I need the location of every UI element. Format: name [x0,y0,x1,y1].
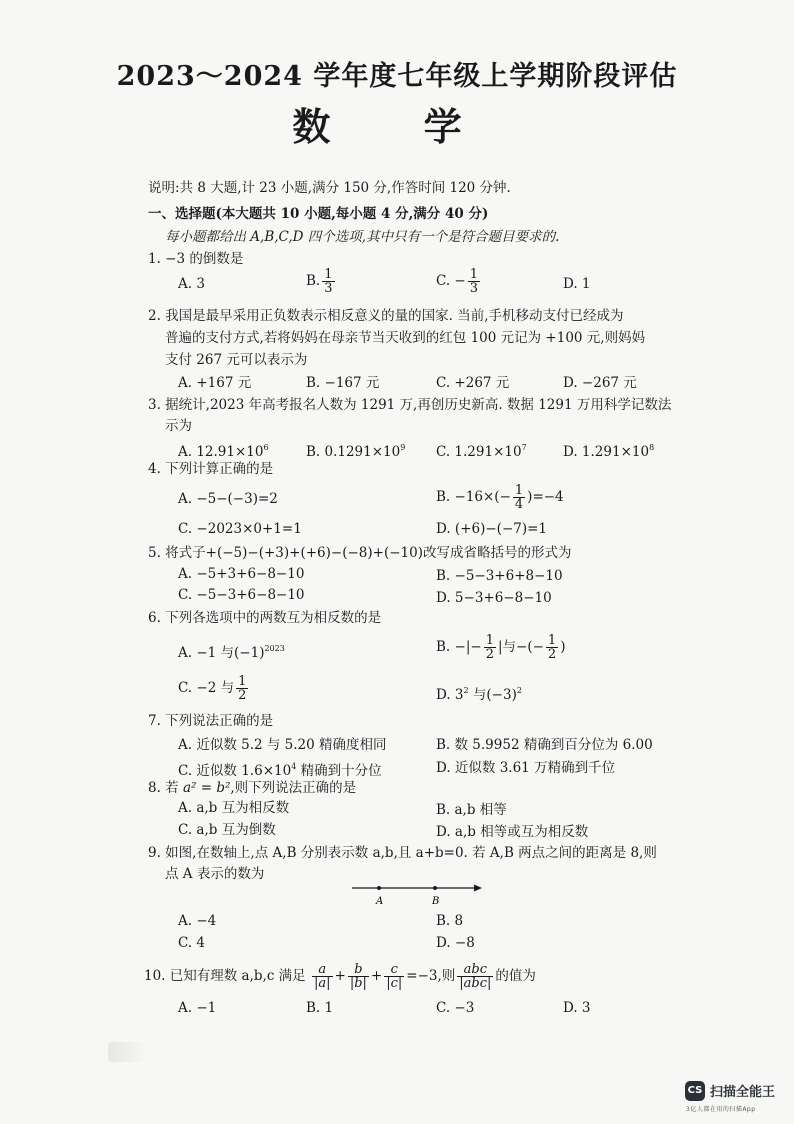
q4-option-a: A. −5−(−3)=2 [178,491,278,507]
q9-line2: 点 A 表示的数为 [165,866,265,882]
q7-option-c: C. 近似数 $1.6\times 10^4$ 精确到十分位 [178,762,382,779]
q10-option-a: A. −1 [178,1000,217,1016]
q3-option-c: C. $1.291\times 10^7$ [436,443,527,460]
q4-stem: 4. 下列计算正确的是 [148,461,274,477]
instructions: 说明:共 8 大题,计 23 小题,满分 150 分,作答时间 120 分钟. [148,180,511,196]
q10-stem: 10. 已知有理数 a,b,c 满足 $\frac{a}{|a|}$ + $\frac{b}{|b|}$ + $\frac{c}{|c|}$ =−3,则 $\frac{\text{abc}}{\text{|abc|}}$ 的值为 [144,962,536,991]
scanner-logo-icon: CS [685,1081,705,1101]
q7-option-a: A. 近似数 5.2 与 5.20 精确度相同 [178,737,387,753]
q5-option-b: B. −5−3+6+8−10 [436,568,563,584]
q10-option-b: B. 1 [306,1000,334,1016]
q2-option-b: B. −167 元 [306,375,380,391]
section-heading: 一、选择题(本大题共 10 小题,每小题 4 分,满分 40 分) [148,206,489,222]
q6-option-d: D. $3^2$ 与$(-3)^2$ [436,686,522,703]
q3-option-a: A. $12.91\times 10^6$ [178,443,269,460]
q1-stem: 1. −3 的倒数是 [148,251,244,267]
q7-option-b: B. 数 5.9952 精确到百分位为 6.00 [436,737,653,753]
q5-stem: 5. 将式子+(−5)−(+3)+(+6)−(−8)+(−10)改写成省略括号的形式为 [148,545,572,561]
q9-option-c: C. 4 [178,935,206,951]
q1-option-c: C. − $\frac{1}{3}$ [436,267,479,296]
q6-option-c: C. −2 与 $\frac{1}{2}$ [178,674,247,703]
q5-option-d: D. 5−3+6−8−10 [436,590,552,606]
q8-option-d: D. a,b 相等或互为相反数 [436,824,589,840]
q2-line1: 2. 我国是最早采用正负数表示相反意义的量的国家. 当前,手机移动支付已经成为 [148,308,624,324]
q8-stem: 8. 若 a² = b²,则下列说法正确的是 [148,780,357,796]
q4-option-d: D. (+6)−(−7)=1 [436,521,548,537]
scan-smudge [108,1042,148,1062]
q5-option-a: A. −5+3+6−8−10 [178,566,305,582]
q9-option-b: B. 8 [436,913,464,929]
q3-line2: 示为 [165,418,192,434]
scanner-app-name: 扫描全能王 [710,1085,776,1100]
q8-option-a: A. a,b 互为相反数 [178,800,290,816]
q10-option-d: D. 3 [563,1000,591,1016]
q2-option-a: A. +167 元 [178,375,252,391]
q6-option-b: B. −|− $\frac{1}{2}$ |与−(− $\frac{1}{2}$ ) [436,633,566,662]
q5-option-c: C. −5−3+6−8−10 [178,587,305,603]
q9-option-d: D. −8 [436,935,475,951]
q9-line1: 9. 如图,在数轴上,点 A,B 分别表示数 a,b,且 a+b=0. 若 A,B 两点之间的距离是 8,则 [148,845,657,861]
q3-option-d: D. $1.291\times 10^8$ [563,443,655,460]
subject-title: 数 学 [292,104,502,149]
q6-stem: 6. 下列各选项中的两数互为相反数的是 [148,610,382,626]
q1-option-a: A. 3 [178,276,205,292]
point-b-dot [433,886,437,890]
q8-option-b: B. a,b 相等 [436,802,507,818]
q4-option-b: B. −16×(− $\frac{1}{4}$ )=−4 [436,483,564,512]
q2-option-d: D. −267 元 [563,375,637,391]
number-line-figure [350,880,485,910]
q1-option-d: D. 1 [563,276,591,292]
q9-option-a: A. −4 [178,913,217,929]
exam-title: 2023～2024 学年度七年级上学期阶段评估 [116,61,678,92]
q2-line2: 普遍的支付方式,若将妈妈在母亲节当天收到的红包 100 元记为 +100 元,则妈妈 [165,330,646,346]
q7-option-d: D. 近似数 3.61 万精确到千位 [436,760,616,776]
q6-option-a: A. −1 与$(-1)^{2023}$ [178,644,285,661]
q7-stem: 7. 下列说法正确的是 [148,713,274,729]
point-b-label: B [432,896,440,907]
section-note: 每小题都给出 A,B,C,D 四个选项,其中只有一个是符合题目要求的. [165,229,560,245]
q3-option-b: B. $0.1291\times 10^9$ [306,443,406,460]
q2-option-c: C. +267 元 [436,375,510,391]
q1-option-b: B. $\frac{1}{3}$ [306,267,333,296]
q3-line1: 3. 据统计,2023 年高考报名人数为 1291 万,再创历史新高. 数据 1291 万用科学记数法 [148,397,672,413]
point-a-dot [377,886,381,890]
number-line-arrow [474,885,482,892]
q4-option-c: C. −2023×0+1=1 [178,521,302,537]
q8-option-c: C. a,b 互为倒数 [178,822,276,838]
point-a-label: A [376,896,384,907]
scanner-app-slogan: 3亿人都在用的扫描App [686,1106,756,1113]
q2-line3: 支付 267 元可以表示为 [165,352,308,368]
q10-option-c: C. −3 [436,1000,475,1016]
